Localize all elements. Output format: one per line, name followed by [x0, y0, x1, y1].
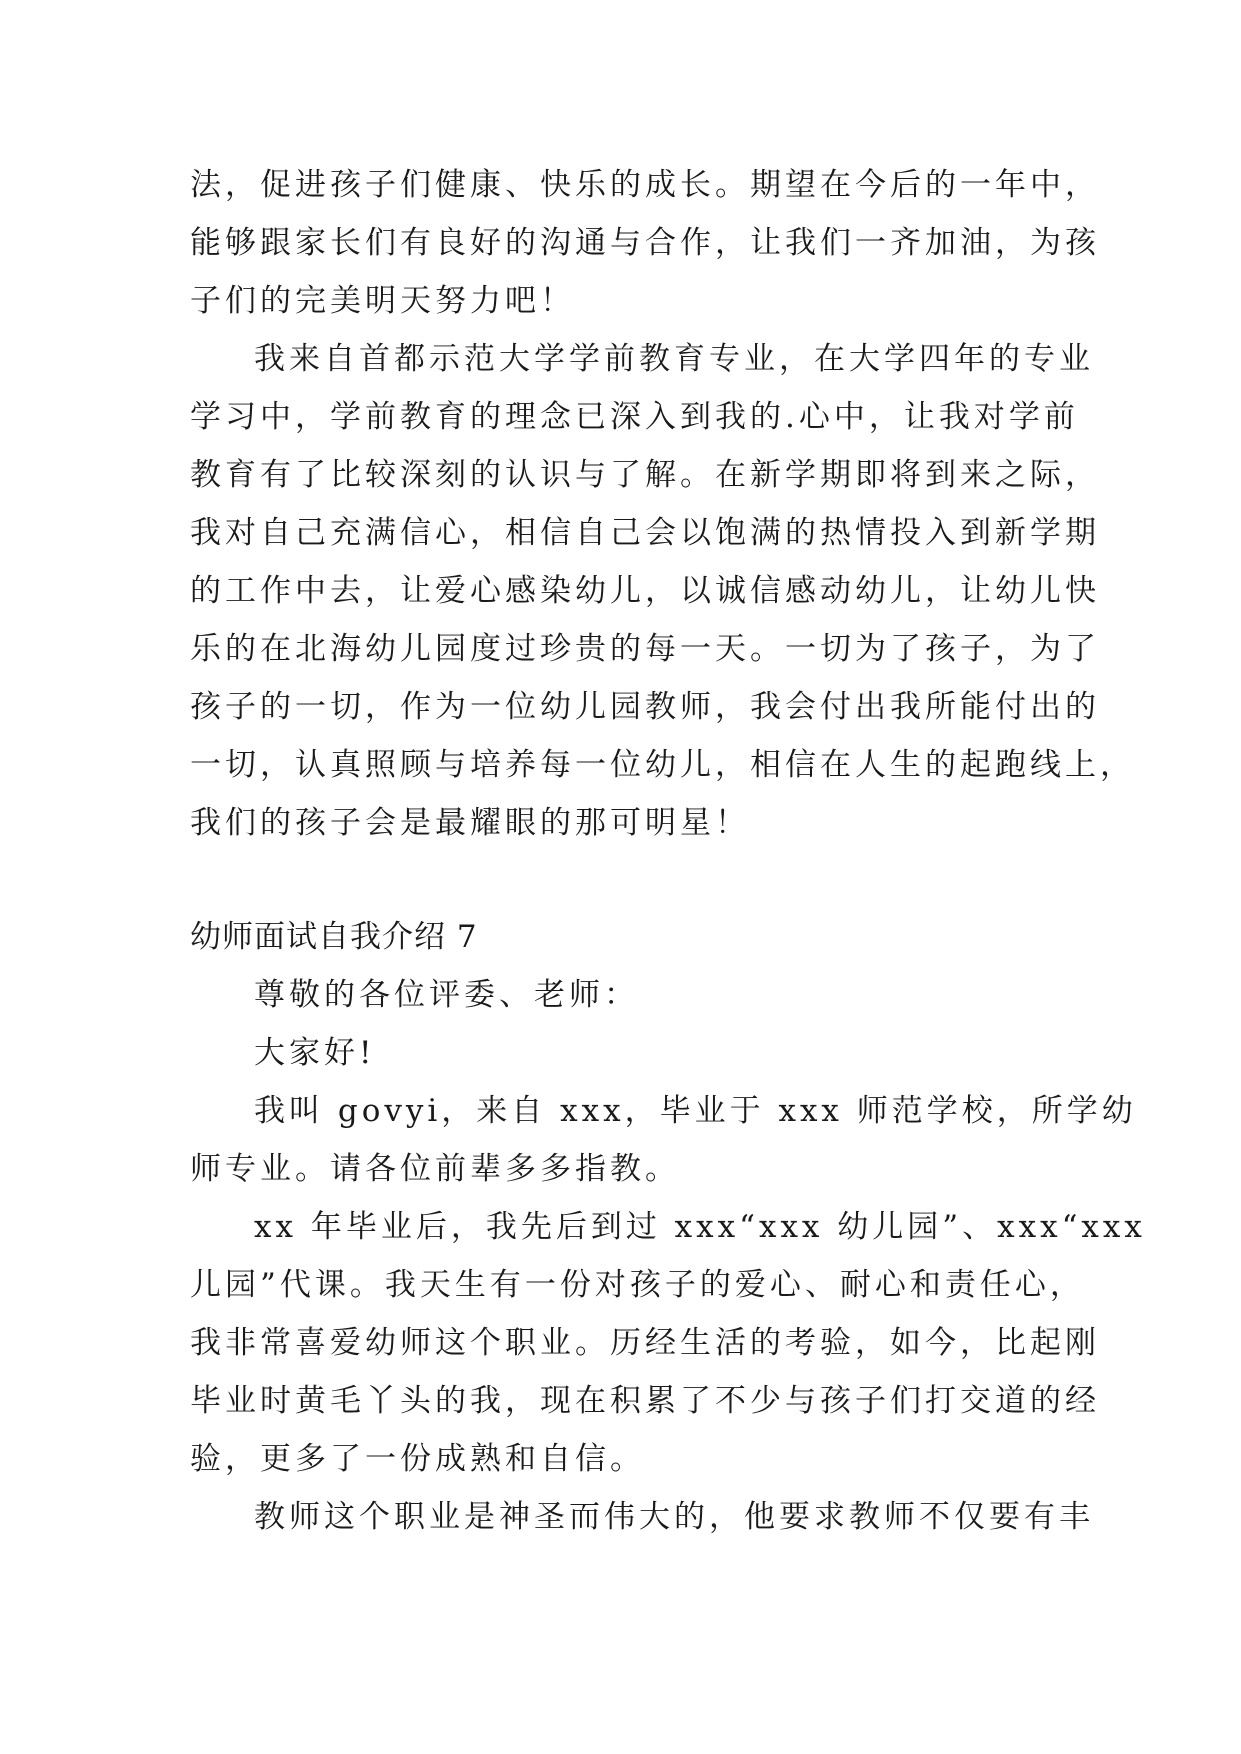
salutation: 尊敬的各位评委、老师： — [254, 977, 639, 1013]
text-line: 毕业时黄毛丫头的我，现在积累了不少与孩子们打交道的经 — [190, 1383, 1100, 1419]
text-line: 验，更多了一份成熟和自信。 — [190, 1441, 645, 1477]
text-line: 我非常喜爱幼师这个职业。历经生活的考验，如今，比起刚 — [190, 1325, 1100, 1361]
text-line: 儿园”代课。我天生有一份对孩子的爱心、耐心和责任心， — [190, 1267, 1085, 1303]
text-line: 我叫 govyi，来自 xxx，毕业于 xxx 师范学校，所学幼 — [254, 1093, 1137, 1129]
text-line: 一切，认真照顾与培养每一位幼儿，相信在人生的起跑线上， — [190, 747, 1135, 783]
text-line: 乐的在北海幼儿园度过珍贵的每一天。一切为了孩子，为了 — [190, 631, 1100, 667]
text-line: 能够跟家长们有良好的沟通与合作，让我们一齐加油，为孩 — [190, 225, 1100, 261]
text-line: 孩子的一切，作为一位幼儿园教师，我会付出我所能付出的 — [190, 689, 1100, 725]
text-line: 的工作中去，让爱心感染幼儿，以诚信感动幼儿，让幼儿快 — [190, 573, 1100, 609]
section-heading: 幼师面试自我介绍 7 — [190, 919, 478, 955]
text-line: 我们的孩子会是最耀眼的那可明星！ — [190, 805, 750, 841]
text-line: 教育有了比较深刻的认识与了解。在新学期即将到来之际， — [190, 457, 1100, 493]
text-line: 师专业。请各位前辈多多指教。 — [190, 1151, 680, 1187]
text-line: xx 年毕业后，我先后到过 xxx“xxx 幼儿园”、xxx“xxx — [254, 1209, 1146, 1245]
text-line: 法，促进孩子们健康、快乐的成长。期望在今后的一年中， — [190, 167, 1100, 203]
text-line: 我对自己充满信心，相信自己会以饱满的热情投入到新学期 — [190, 515, 1100, 551]
text-line: 子们的完美明天努力吧！ — [190, 283, 575, 319]
text-line: 学习中，学前教育的理念已深入到我的.心中，让我对学前 — [190, 399, 1079, 435]
text-line: 教师这个职业是神圣而伟大的，他要求教师不仅要有丰 — [254, 1499, 1094, 1535]
text-line: 我来自首都示范大学学前教育专业，在大学四年的专业 — [254, 341, 1094, 377]
greeting: 大家好! — [254, 1035, 376, 1071]
